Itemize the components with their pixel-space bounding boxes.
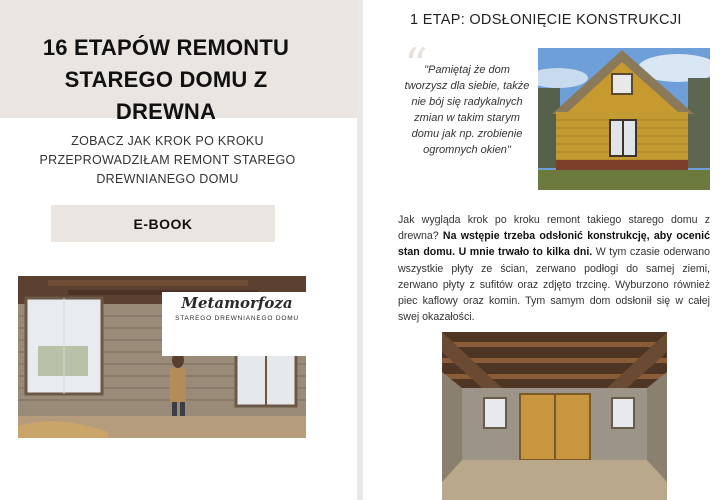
ebook-subtitle: ZOBACZ JAK KROK PO KROKU PRZEPROWADZIŁAM REMONT STAREGO DREWNIANEGO DOMU xyxy=(39,134,296,186)
body-rest: W tym czasie oderwano wszystkie płyty ze ścian, zerwano podłogi do samej ziemi, zerwano płyty z sufitów oraz zdjęto trzcinę. Wyburzono również piec kaflowy oraz komin. Tym samym dom odsłonił się w całej swej okazałości. xyxy=(398,246,710,324)
badge-title: Metamorfoza xyxy=(181,294,293,312)
quote-mark-icon: “ xyxy=(404,38,428,92)
house-exterior-photo xyxy=(538,48,710,190)
body-paragraph xyxy=(398,212,710,325)
stripped-interior-photo xyxy=(442,332,667,500)
ebook-title: 16 ETAPÓW REMONTU STAREGO DOMU Z DREWNA xyxy=(42,35,290,124)
body-bold: Na wstępie trzeba odsłonić konstrukcję, aby ocenić stan domu. U mnie trwało to kilka dni. xyxy=(398,230,710,259)
badge-subtitle: STAREGO DREWNIANEGO DOMU xyxy=(175,315,299,322)
pull-quote: "Pamiętaj że dom tworzysz dla siebie, także nie bój się radykalnych zmian w takim starym domu jak np. zrobienie ogromnych okien" xyxy=(404,64,530,156)
ebook-label-button[interactable]: E-BOOK xyxy=(51,205,275,242)
stage-heading: 1 ETAP: ODSŁONIĘCIE KONSTRUKCJI xyxy=(410,12,682,28)
body-intro: Jak wygląda krok po kroku remont takiego starego domu z drewna? xyxy=(398,214,710,243)
